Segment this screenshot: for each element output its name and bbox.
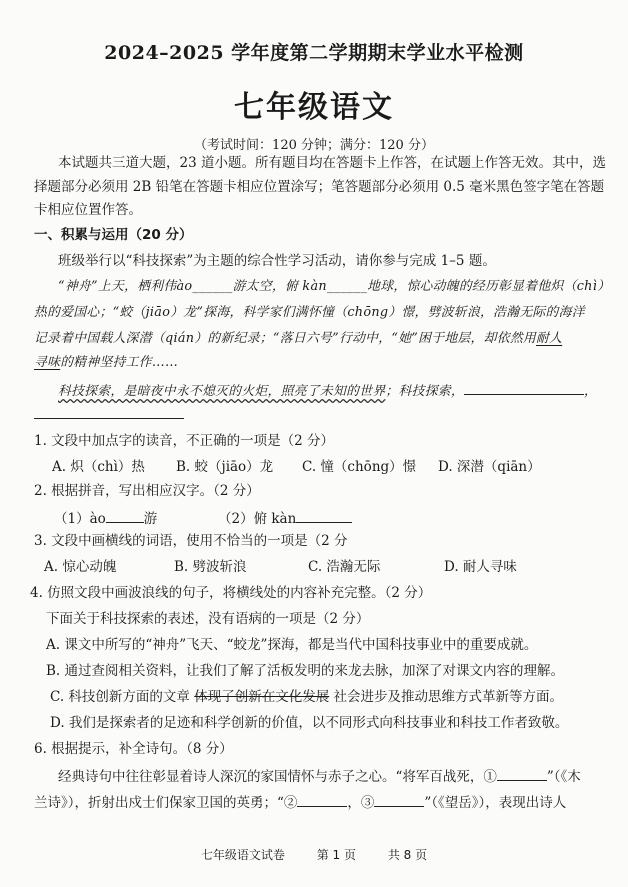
q5-stem: 下面关于科技探索的表述，没有语病的一项是（2 分） (46, 611, 370, 627)
underlined-word-part2: 寻味 (34, 355, 61, 370)
q1-option-a[interactable]: A. 炽（chì）热 (52, 459, 145, 475)
wavy-sentence: 科技探索，是暗夜中永不熄灭的火炬，照亮了未知的世界 (58, 384, 386, 399)
passage-line-4-text: 的精神坚持工作…… (60, 355, 179, 370)
q2-blank-2[interactable] (296, 508, 352, 523)
subject-title: 七年级语文 (234, 90, 394, 125)
exam-title: 2024–2025 学年度第二学期期末学业水平检测 (104, 42, 524, 64)
footer-total: 共 8 页 (387, 848, 428, 862)
q5-option-c-part1: C. 科技创新方面的文章 (50, 689, 190, 705)
q3-option-c[interactable]: C. 浩瀚无际 (308, 559, 381, 575)
q2-blank-1[interactable] (106, 508, 144, 523)
q3-option-a[interactable]: A. 惊心动魄 (44, 559, 117, 575)
passage-line-3-text: 记录着中国载人深潜（qián）的新纪录；“落日六号”行动中，“她”困于地层，却依然用 (34, 331, 537, 346)
q6-stem: 6. 根据提示，补全诗句。（8 分） (34, 741, 233, 757)
footer-page: 第 1 页 (316, 848, 356, 862)
q2-part-2-label: （2）俯 kàn (218, 511, 297, 527)
q6-line-1 (58, 766, 581, 786)
passage-line-3 (34, 330, 562, 348)
section-intro: 班级举行以“科技探索”为主题的综合性学习活动，请你参与完成 1–5 题。 (58, 253, 496, 269)
q3-option-d[interactable]: D. 耐人寻味 (444, 559, 517, 575)
q2-part-1-suffix: 游 (143, 511, 158, 527)
q3-option-b[interactable]: B. 劈波斩浪 (174, 559, 247, 575)
q2-part-1-label: （1）ào (54, 511, 106, 527)
exam-info: （考试时间：120 分钟；满分：120 分） (194, 138, 434, 153)
q1-option-b[interactable]: B. 蛟（jiāo）龙 (176, 459, 274, 475)
q2-part-2 (218, 508, 352, 528)
q1-option-d[interactable]: D. 深潜（qiān） (438, 459, 541, 475)
q6-blank-2[interactable] (297, 792, 347, 807)
q6-line-2-end: ”（《望岳》），表现出诗人 (424, 795, 567, 811)
q1-option-c[interactable]: C. 憧（chōng）憬 (302, 459, 417, 475)
passage-line-1: “神舟”上天，栖利伟ào______游太空，俯 kàn______地球，惊心动魄的经历彰显着他炽（chì） (58, 279, 611, 294)
q6-line-2 (34, 792, 566, 812)
page-footer (0, 846, 628, 863)
instructions-line-2: 择题部分必须用 2B 铅笔在答题卡相应位置涂写；笔答题部分必须用 0.5 毫米黑色签字笔在答题 (34, 179, 605, 195)
q2-stem: 2. 根据拼音，写出相应汉字。（2 分） (34, 483, 260, 499)
q5-option-d[interactable]: D. 我们是探索者的足迹和科学创新的价值，以不同形式向科技事业和科技工作者致敬。 (50, 715, 569, 731)
q2-part-1 (54, 508, 157, 528)
passage-line-5-end: ， (584, 384, 598, 399)
answer-blank-2[interactable] (34, 404, 184, 419)
q3-stem: 3. 文段中画横线的词语，使用不恰当的一项是（2 分 (34, 533, 348, 549)
q6-line-2-mid: ，③ (347, 795, 375, 811)
instructions-line-3: 卡相应位置作答。 (34, 202, 142, 218)
section-heading: 一、积累与运用（20 分） (34, 227, 193, 243)
q5-option-b[interactable]: B. 通过查阅相关资料，让我们了解了活板发明的来龙去脉，加深了对课文内容的理解。 (46, 663, 565, 679)
q6-line-1-end: ”（《木 (546, 769, 581, 785)
q6-line-1-text: 经典诗句中往往彰显着诗人深沉的家国情怀与赤子之心。“将军百战死，① (58, 769, 497, 785)
passage-line-6 (34, 404, 184, 424)
q5-option-c-struck: 体现了创新在文化发展 (194, 689, 330, 705)
q5-option-a[interactable]: A. 课文中所写的“神舟”飞天、“蛟龙”探海，都是当代中国科技事业中的重要成就。 (46, 637, 538, 653)
q5-option-c-part3: 社会进步及推动思维方式革新等方面。 (333, 689, 564, 705)
passage-line-2: 热的爱国心；“蛟（jiāo）龙”探海，科学家们满怀憧（chōng）憬，劈波斩浪，浩瀚无际的海洋 (34, 305, 585, 320)
passage-line-5-text: ；科技探索， (385, 384, 465, 399)
instructions-line-1: 本试题共三道大题，23 道小题。所有题目均在答题卡上作答，在试题上作答无效。其中，选 (58, 155, 606, 171)
answer-blank-1[interactable] (464, 380, 584, 395)
q6-blank-3[interactable] (374, 792, 424, 807)
q1-stem: 1. 文段中加点字的读音，不正确的一项是（2 分） (34, 433, 335, 449)
footer-title: 七年级语文试卷 (200, 848, 285, 862)
passage-line-4 (34, 354, 178, 372)
q4-stem: 4. 仿照文段中画波浪线的句子，将横线处的内容补充完整。（2 分） (30, 585, 432, 601)
passage-line-5 (58, 380, 597, 401)
q5-option-c[interactable] (50, 688, 563, 706)
q6-blank-1[interactable] (497, 766, 547, 781)
underlined-word-part1: 耐人 (536, 331, 563, 346)
q6-line-2-text: 兰诗》），折射出戍士们保家卫国的英勇；“② (34, 795, 298, 811)
